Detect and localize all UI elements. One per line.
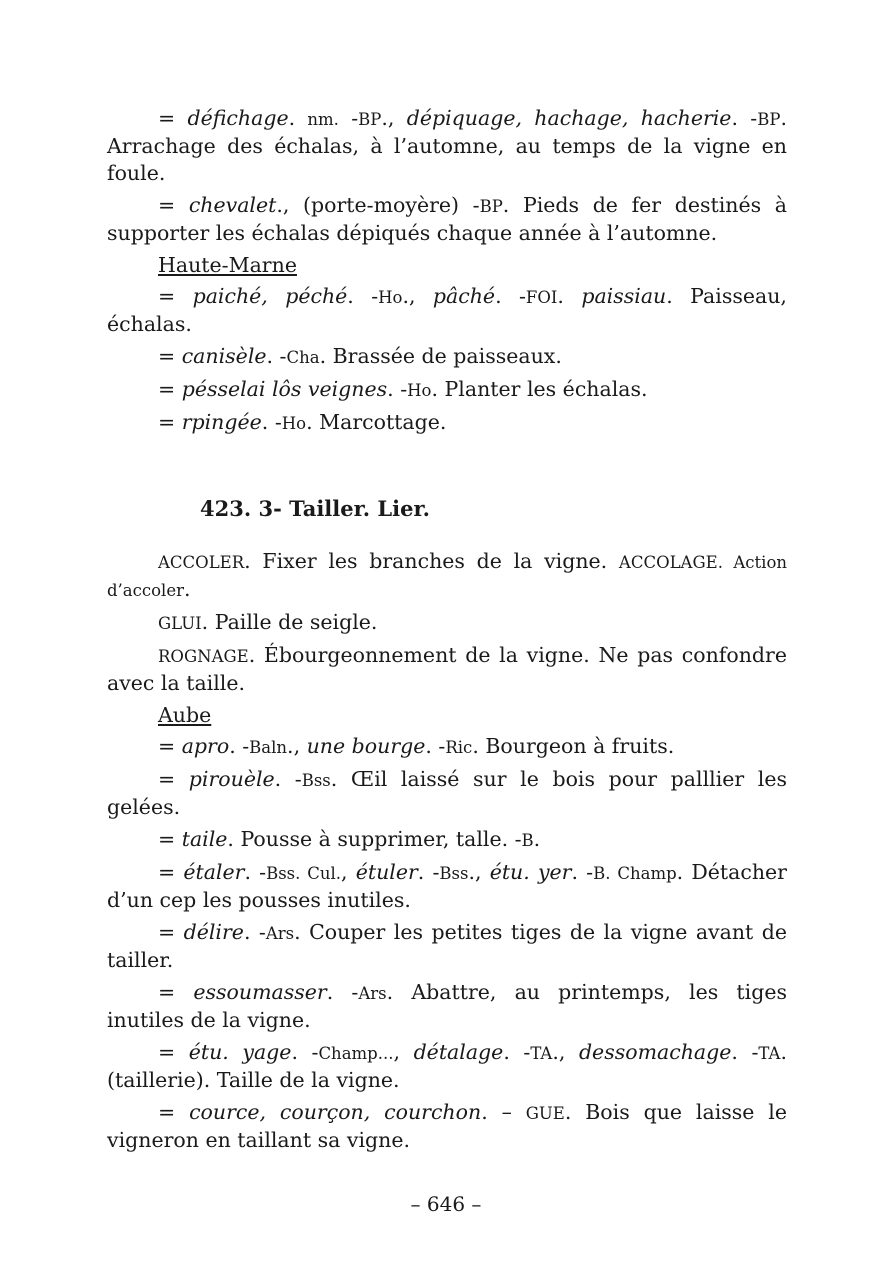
entry-text: . - <box>347 284 379 308</box>
abbreviation: GLUI <box>158 614 202 633</box>
entry-paragraph <box>107 609 787 637</box>
entry-text: . Planter les échalas. <box>431 377 648 401</box>
entry-text: . – <box>481 1100 526 1124</box>
entry-text: . Marcottage. <box>306 410 447 434</box>
entry-text: . Abattre, au printemps, les tiges inutiles de la vigne. <box>107 980 787 1032</box>
entry-paragraph <box>107 283 787 338</box>
abbreviation: B. Champ <box>593 864 677 883</box>
entry-paragraph <box>107 642 787 697</box>
region-heading-haute-marne: Haute-Marne <box>158 253 297 277</box>
entry-text: ., (porte-moyère) - <box>276 193 480 217</box>
abbreviation: GUE <box>525 1104 565 1123</box>
abbreviation: Ho <box>407 381 432 400</box>
dialect-term: taile <box>181 827 228 851</box>
dialect-term: dépiquage, hachage, hacherie <box>406 106 732 130</box>
entry-text: = <box>158 193 189 217</box>
entry-text: = <box>158 344 182 368</box>
entry-text: . - <box>571 860 594 884</box>
entry-paragraph <box>107 919 787 974</box>
abbreviation: Ars <box>358 984 387 1003</box>
entry-text: ., <box>402 284 433 308</box>
dialect-term: défichage <box>187 106 289 130</box>
entries-intro <box>107 548 787 697</box>
entry-text: ., <box>287 734 307 758</box>
abbreviation: TA <box>530 1044 553 1063</box>
entry-text: . - <box>731 1040 759 1064</box>
dialect-term: pirouèle <box>188 767 275 791</box>
entry-text: . Fixer les branches de la vigne. <box>244 549 619 573</box>
section-title: 423. 3- Tailler. Lier. <box>200 496 430 521</box>
abbreviation: Cha <box>286 348 320 367</box>
entry-text: . Ébourgeonnement de la vigne. Ne pas confondre avec la taille. <box>107 643 787 695</box>
dialect-term: étu. yer <box>489 860 572 884</box>
entry-text: ., <box>552 1040 579 1064</box>
entry-paragraph <box>107 376 787 404</box>
abbreviation: FOI <box>525 288 558 307</box>
entry-text: = <box>158 284 193 308</box>
entry-text: . (taillerie). Taille de la vigne. <box>107 1040 787 1092</box>
dialect-term: étu. yage <box>188 1040 292 1064</box>
abbreviation: BP <box>757 110 781 129</box>
entry-text: = <box>158 106 188 130</box>
entry-text: . - <box>731 106 758 130</box>
entry-text: - <box>338 106 359 130</box>
entry-paragraph <box>107 192 787 247</box>
abbreviation: BP <box>479 197 503 216</box>
dialect-term: paiché, péché <box>192 284 348 308</box>
dialect-term: canisèle <box>181 344 267 368</box>
entry-text: . Paisseau, échalas. <box>107 284 787 336</box>
abbreviation: Baln <box>249 738 288 757</box>
entry-text: . <box>184 577 191 601</box>
entry-text: . Brassée de paisseaux. <box>319 344 562 368</box>
entry-text: . Détacher d’un cep les pousses inutiles. <box>107 860 787 912</box>
region-heading-aube: Aube <box>158 703 212 727</box>
entry-text: . - <box>243 920 266 944</box>
entry-text: . - <box>244 860 267 884</box>
entry-text: = <box>158 980 194 1004</box>
entry-text: = <box>158 734 182 758</box>
entry-text: . - <box>229 734 250 758</box>
dialect-term: étuler <box>355 860 418 884</box>
entry-paragraph <box>107 766 787 821</box>
entry-text: . - <box>425 734 446 758</box>
abbreviation: nm. <box>307 110 339 129</box>
abbreviation: Champ... <box>318 1044 394 1063</box>
entry-text: . Œil laissé sur le bois pour palllier les gelées. <box>107 767 788 819</box>
entry-text: = <box>158 1100 190 1124</box>
entry-text: . - <box>266 344 287 368</box>
entry-text: = <box>158 860 184 884</box>
abbreviation: Ric <box>445 738 473 757</box>
entry-text: . Bourgeon à fruits. <box>472 734 675 758</box>
entry-text: = <box>158 767 189 791</box>
entry-text: . Arrachage des échalas, à l’automne, au temps de la vigne en foule. <box>107 106 787 185</box>
entry-paragraph <box>107 826 787 854</box>
entry-text: = <box>158 410 182 434</box>
abbreviation: BP <box>358 110 382 129</box>
entry-paragraph <box>107 409 787 437</box>
entry-text: ., <box>381 106 407 130</box>
entry-text: . - <box>274 767 302 791</box>
entry-text: = <box>158 827 182 851</box>
entry-text: . <box>533 827 541 851</box>
entry-paragraph <box>107 548 787 604</box>
dialect-term: essoumasser <box>193 980 327 1004</box>
entry-paragraph <box>107 733 787 761</box>
entry-text: . - <box>326 980 359 1004</box>
abbreviation: Ho <box>378 288 403 307</box>
dialect-term: dessomachage <box>578 1040 732 1064</box>
entry-text: . Couper les petites tiges de la vigne avant de tailler. <box>107 920 787 972</box>
dialect-term: étaler <box>183 860 245 884</box>
dialect-term: détalage <box>413 1040 504 1064</box>
entry-text: . Paille de seigle. <box>201 610 378 634</box>
entry-text: = <box>158 1040 189 1064</box>
abbreviation: ACCOLER <box>158 553 245 572</box>
abbreviation: Ho <box>281 414 307 433</box>
entry-paragraph <box>107 859 787 914</box>
entry-text: , <box>393 1040 414 1064</box>
entry-text: . Bois que laisse le vigneron en taillant sa vigne. <box>107 1100 787 1152</box>
entry-text: . <box>557 284 582 308</box>
entry-paragraph <box>107 105 787 187</box>
entry-text: . - <box>417 860 440 884</box>
abbreviation: ROGNAGE <box>158 647 249 666</box>
entry-text: . - <box>261 410 282 434</box>
entry-text: = <box>158 920 184 944</box>
dialect-term: cource, courçon, courchon <box>189 1100 482 1124</box>
abbreviation: ACCOLAGE. Action d’accoler <box>107 553 788 600</box>
dialect-term: rpingée <box>181 410 262 434</box>
entry-paragraph <box>107 1099 787 1154</box>
entry-text: . Pieds de fer destinés à supporter les échalas dépiqués chaque année à l’automne. <box>107 193 787 245</box>
entry-paragraph <box>107 343 787 371</box>
abbreviation: TA <box>758 1044 781 1063</box>
entry-text: . - <box>387 377 408 401</box>
entry-text: . - <box>503 1040 531 1064</box>
entry-text: . <box>288 106 308 130</box>
abbreviation: Bss <box>301 771 331 790</box>
dialect-term: chevalet <box>188 193 277 217</box>
entry-text: . - <box>291 1040 319 1064</box>
entry-text: . - <box>495 284 526 308</box>
document-page <box>107 105 787 1159</box>
abbreviation: Ars <box>265 924 295 943</box>
entry-text: = <box>158 377 182 401</box>
abbreviation: Bss <box>439 864 469 883</box>
entries-top <box>107 105 787 247</box>
abbreviation: B <box>521 831 534 850</box>
entry-paragraph <box>107 1039 787 1094</box>
dialect-term: une bourge <box>306 734 426 758</box>
dialect-term: délire <box>183 920 244 944</box>
entry-text: , <box>341 860 356 884</box>
entries-aube <box>107 733 787 1154</box>
dialect-term: apro <box>181 734 230 758</box>
page-number: – 646 – <box>410 1192 482 1216</box>
dialect-term: pésselai lôs veignes <box>181 377 388 401</box>
abbreviation: Bss. Cul. <box>266 864 342 883</box>
entry-text: . Pousse à supprimer, talle. - <box>227 827 522 851</box>
entry-paragraph <box>107 979 787 1034</box>
entries-haute-marne <box>107 283 787 437</box>
dialect-term: pâché <box>432 284 496 308</box>
entry-text: ., <box>468 860 490 884</box>
dialect-term: paissiau <box>581 284 667 308</box>
